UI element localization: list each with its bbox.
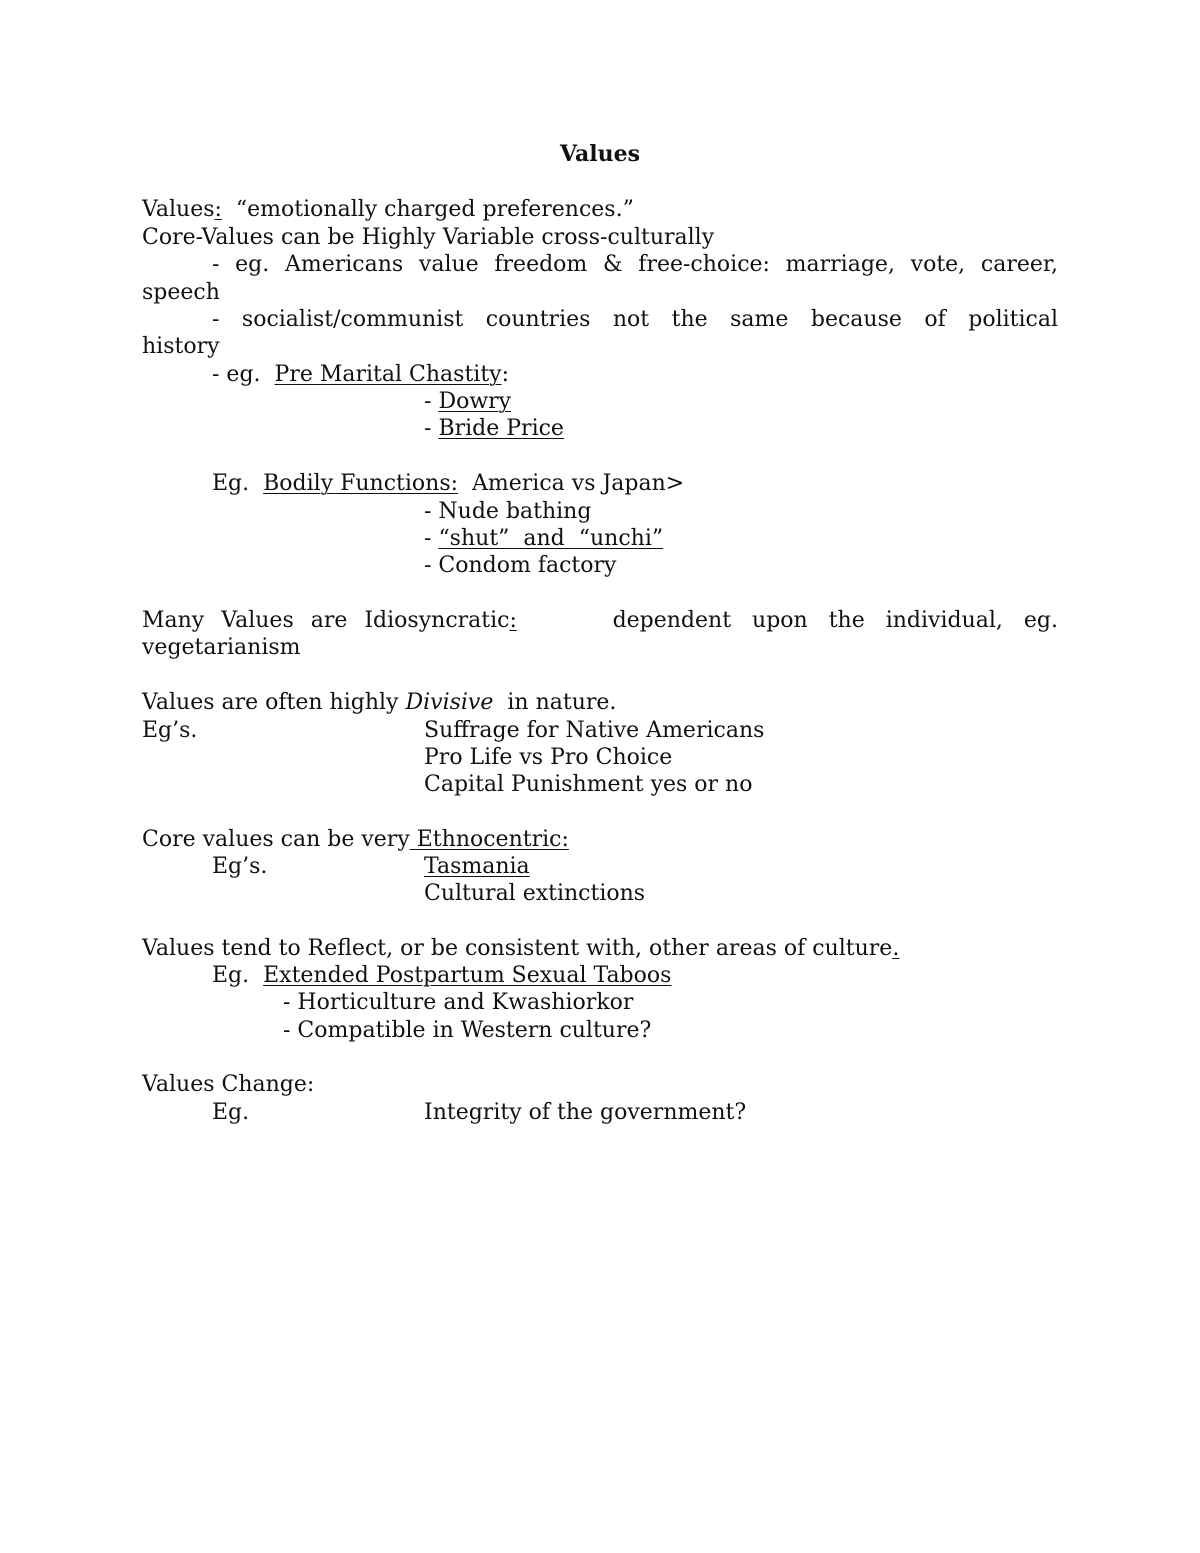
divisive-part-b: in nature.	[493, 690, 617, 715]
divisive-word: Divisive	[405, 690, 494, 715]
definition-colon: :	[214, 197, 222, 222]
shut-dash: -	[424, 526, 439, 551]
prolife-line: Pro Life vs Pro Choice	[424, 745, 673, 770]
premarital-prefix: - eg.	[212, 362, 275, 387]
postpartum-line	[212, 962, 671, 990]
horticulture-line: - Horticulture and Kwashiorkor	[283, 990, 634, 1015]
bodily-rest: America vs Japan>	[458, 471, 685, 496]
shut-unchi-text: “shut” and “unchi”	[438, 526, 664, 551]
socialist-cont: history	[142, 334, 220, 359]
ethno-part-a: Core values can be very	[142, 827, 410, 852]
reflect-text: Values tend to Reflect, or be consistent with, other areas of culture	[142, 936, 893, 961]
bride-dash: -	[424, 416, 439, 441]
egs-label-1: Eg’s.	[142, 718, 198, 743]
bodily-prefix: Eg.	[212, 471, 264, 496]
bodily-line	[212, 470, 684, 498]
dowry-text: Dowry	[438, 389, 512, 414]
idiosyncratic-line	[142, 607, 1058, 635]
postpartum-prefix: Eg.	[212, 963, 264, 988]
change-eg-label: Eg.	[212, 1100, 250, 1125]
definition-line	[142, 196, 634, 224]
extinctions-line: Cultural extinctions	[424, 881, 646, 906]
core-variable-line: Core-Values can be Highly Variable cross-culturally	[142, 225, 715, 250]
postpartum-text: Extended Postpartum Sexual Taboos	[263, 963, 672, 988]
suffrage-line: Suffrage for Native Americans	[424, 718, 765, 743]
premarital-line	[212, 361, 509, 389]
reflect-period: .	[892, 936, 900, 961]
ethnocentric-line	[142, 826, 569, 854]
bride-price-line	[424, 415, 564, 443]
dowry-dash: -	[424, 389, 439, 414]
premarital-colon: :	[501, 362, 510, 387]
bride-price-text: Bride Price	[438, 416, 564, 441]
dowry-line	[424, 388, 511, 416]
condom-line: - Condom factory	[424, 553, 617, 578]
definition-text: “emotionally charged preferences.”	[221, 197, 634, 222]
americans-line: - eg. Americans value freedom & free-choice: marriage, vote, career,	[212, 252, 1058, 277]
idiosyncratic-cont: vegetarianism	[142, 635, 301, 660]
idiosyncratic-part-a: Many Values are Idiosyncratic:	[142, 608, 517, 633]
tasmania-line	[424, 853, 530, 881]
egs-label-2: Eg’s.	[212, 854, 268, 879]
reflect-line	[142, 935, 899, 963]
divisive-line	[142, 689, 616, 717]
shut-unchi-line	[424, 525, 663, 553]
idiosyncratic-part-b: dependent upon the individual, eg.	[612, 608, 1058, 633]
values-change-line: Values Change:	[142, 1072, 315, 1097]
definition-label: Values	[142, 197, 215, 222]
ethno-word: Ethnocentric:	[409, 827, 569, 852]
premarital-label: Pre Marital Chastity	[274, 362, 502, 387]
bodily-label: Bodily Functions:	[263, 471, 459, 496]
socialist-line: - socialist/communist countries not the same because of political	[212, 307, 1058, 332]
integrity-line: Integrity of the government?	[424, 1100, 747, 1125]
compatible-line: - Compatible in Western culture?	[283, 1018, 652, 1043]
americans-cont: speech	[142, 280, 220, 305]
tasmania-text: Tasmania	[424, 854, 530, 879]
idiosyncratic-colon: :	[509, 608, 517, 633]
divisive-part-a: Values are often highly	[142, 690, 406, 715]
nude-bathing-line: - Nude bathing	[424, 499, 592, 524]
page-title: Values	[559, 141, 641, 167]
capital-line: Capital Punishment yes or no	[424, 772, 753, 797]
